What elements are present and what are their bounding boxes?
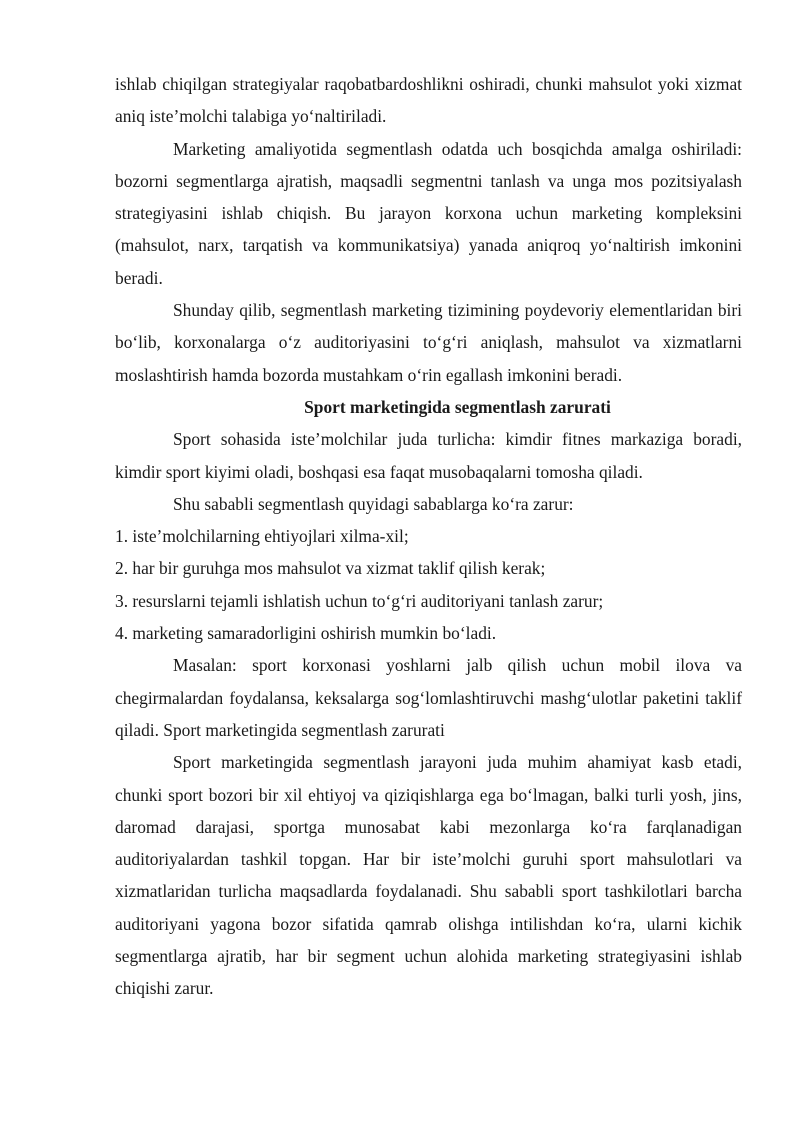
section-heading: Sport marketingida segmentlash zarurati: [304, 396, 611, 417]
list-item: 2. har bir guruhga mos mahsulot va xizmat taklif qilish kerak;: [115, 558, 546, 579]
paragraph-example: Masalan: sport korxonasi yoshlarni jalb qilish uchun mobil ilova va chegirmalardan foydalansa, keksalarga sog‘lomlashtiruvchi mashg‘ulotlar paketini taklif qiladi. Sport marketingida segmentlash zarurati: [115, 655, 742, 740]
paragraph-reasons-intro: Shu sababli segmentlash quyidagi sabablarga ko‘ra zarur:: [173, 493, 574, 514]
list-item: 1. iste’molchilarning ehtiyojlari xilma-xil;: [115, 526, 409, 547]
paragraph-sport-segmentation: Sport marketingida segmentlash jarayoni juda muhim ahamiyat kasb etadi, chunki sport bozori bir xil ehtiyoj va qiziqishlarga ega bo‘lmagan, balki turli yosh, jins, daromad darajasi, sportga munosabat kabi mezonlarga ko‘ra farqlanadigan auditoriyalardan tashkil topgan. Har bir iste’molchi guruhi sport mahsulotlari va xizmatlaridan turlicha maqsadlarda foydalanadi. Shu sababli sport tashkilotlari barcha auditoriyani yagona bozor sifatida qamrab olishga intilishdan ko‘ra, ularni kichik segmentlarga ajratib, har bir segment uchun alohida marketing strategiyasini ishlab chiqishi zarur.: [115, 752, 742, 999]
paragraph-continuation: ishlab chiqilgan strategiyalar raqobatbardoshlikni oshiradi, chunki mahsulot yoki xizmat aniq iste’molchi talabiga yo‘naltiriladi.: [115, 74, 742, 127]
list-item: 3. resurslarni tejamli ishlatish uchun to‘g‘ri auditoriyani tanlash zarur;: [115, 590, 604, 611]
paragraph-consumers: Sport sohasida iste’molchilar juda turlicha: kimdir fitnes markaziga boradi, kimdir sport kiyimi oladi, boshqasi esa faqat musobaqalarni tomosha qiladi.: [115, 429, 742, 482]
document-page: [115, 68, 742, 1005]
list-item: 4. marketing samaradorligini oshirish mumkin bo‘ladi.: [115, 623, 497, 644]
paragraph-conclusion: Shunday qilib, segmentlash marketing tizimining poydevoriy elementlaridan biri bo‘lib, korxonalarga o‘z auditoriyasini to‘g‘ri aniqlash, mahsulot va xizmatlarni moslashtirish hamda bozorda mustahkam o‘rin egallash imkonini beradi.: [115, 300, 742, 385]
paragraph-segmentation-stages: Marketing amaliyotida segmentlash odatda uch bosqichda amalga oshiriladi: bozorni segmentlarga ajratish, maqsadli segmentni tanlash va unga mos pozitsiyalash strategiyasini ishlab chiqish. Bu jarayon korxona uchun marketing kompleksini (mahsulot, narx, tarqatish va kommunikatsiya) yanada aniqroq yo‘naltirish imkonini beradi.: [115, 138, 742, 288]
